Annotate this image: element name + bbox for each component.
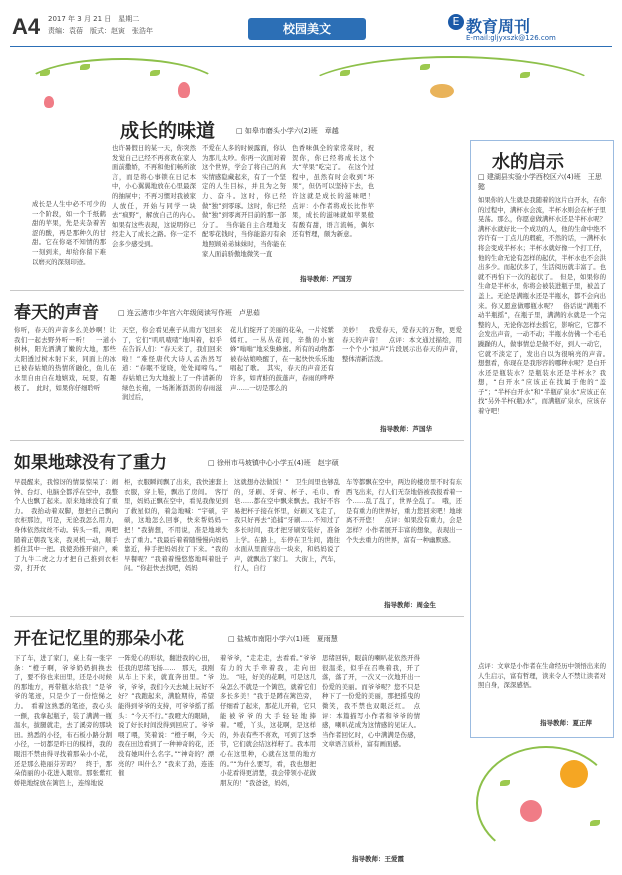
article-title: 水的启示	[492, 152, 564, 172]
article-column: 下了车，进了家门，桌上有一张字条：“橙子啊，爷爷奶奶捐换去了，要不你也来田里，还是小时候的那地方，再带瓶水给我！”是爷爷的笔迹，只是少了一份恺悌之力。 看着这熟悉的笔迹，我心头一颤，我拿起瓶子，装了满满一瓶温水，拔腿就走，去了溪旁的那块田。熟悉的小径，布石板小路分割小径，一切都是昨日的模样，我的眼泪不禁由得寻找着那朵小小花，还是那么艳丽芬芳吗？ 终于，那朵俏丽的小花进入眼帘。那张紫红娇艳地绽放在篱笆上，连绵地说	[14, 654, 112, 787]
page-number: A4	[12, 14, 41, 39]
section-divider	[10, 616, 464, 617]
article-column: 这就想办法做饭！” 卫生间里也够乱的，牙刷、牙膏、杯子、毛巾、香皂……都在空中飘来飘去。我好不容易把杯子接在怀里，好刷又飞走了，我只好再去“追捕”牙刷……不知过了多长时间，我才把牙刷安装好，准备上学。在路上，车停在卫生间，跑往水面从里面穿出一块来，和妈妈说了声，就飘出了家门。 大街上，汽车，行人，自行	[234, 478, 340, 573]
article-column: 不爱在人多的时候露面，你认为那儿太吵。你再一次面对着这个世界，学会了将自己的真实情感隐藏起来，有了一个坚定的人生目标，并且为之努力、奋斗。这时，你已经做“独”到零琢。这时，你已经做“独”到零离开目前的那一部分了。 当你能自主合理地支配零花钱时，当你能游刃有余地照顾弟弟妹妹时，当你能在家人面前骄傲地微笑一直	[202, 144, 286, 258]
editor-credits: 责编：袁蓓 版式：赵寅 张浩年	[48, 27, 153, 35]
leaf-icon	[590, 820, 600, 826]
column-title: 校园美文	[248, 18, 366, 40]
instructor-credit: 指导教师：严国芳	[300, 275, 352, 283]
brand-logo-icon: E	[448, 14, 464, 30]
flower-icon	[178, 82, 190, 98]
leaf-icon	[40, 70, 50, 76]
article-column: 早晨醒来，我惊讶的情景惊呆了：闹钟、台灯、电脑全都浮在空中，我整个人也飘了起来。原来地球没有了重力。 我抬动着双脚，想把自己飘向衣柜那边，可是，无论我怎么用力，身体依然纹丝不动。转头一看，两吧随着正朝我飞来，我灵机一动，顺手抓住其中一把。我使劲推开窗户，乘了九牛二虎之力才把自己推到衣柜旁，打开衣	[14, 478, 118, 573]
flower-icon	[560, 760, 588, 788]
vine-decoration	[20, 58, 224, 122]
article-title: 春天的声音	[14, 303, 99, 322]
article-column: 着爷爷，“走走走，去看看。”爷爷有力的大手牵着我，走向田边。 “哇，好美的花啊，可是这几朵怎么不就是一个篱笆，就着它们多长多美！”我于是蹲在篱笆旁，仔细看了起来，那花儿开着，它只能被爷爷的大手轻轻地捧着。“嗳，丫头，这花啊，是这样的，外表有些不喜欢，可到了这季节，它们就会结这样籽了。我本用心在这里种，心就在这里的地方的。”“为什么要写，看，我也想把小花看得更清楚，我会带领小花做朋友的！”我爸爸，妈妈，	[220, 654, 316, 787]
article-byline: □ 连云港市少年宫六年级阅读写作班 卢思茹	[118, 309, 260, 317]
instructor-credit: 指导教师：王爱霞	[352, 855, 404, 863]
article-byline: □ 建湖县实验小学西校区六(4)班 王思懿	[478, 173, 602, 191]
article-title: 成长的味道	[120, 121, 216, 142]
article-column: 柜，衣服瞬间飘了出来，我快速套上衣服，穿上鞋，飘出了房间。 客厅里，妈妈正飘在空中，看见我像见到了救星似的，着急地喊：“宇硕，宇硕，这地怎么回事，快来帮妈妈一把！”我猜想，不用说，准是地球失去了重力。”我最后着着随慢慢向妈妈靠近，伸手把妈妈拉了下来。“我的早餐呢？”我着着慢悠悠地叫着肚子问。“你赶快去找吧，妈妈	[124, 478, 228, 573]
leaf-icon	[80, 64, 90, 70]
vine-decoration	[476, 746, 616, 860]
article-byline: □ 如皋市磨头小学六(2)班 章越	[236, 127, 339, 135]
section-divider	[10, 440, 464, 441]
article-title: 如果地球没有了重力	[14, 453, 167, 472]
section-divider	[10, 290, 464, 291]
instructor-credit: 指导教师：周金生	[384, 601, 436, 609]
flower-icon	[44, 96, 54, 108]
leaf-icon	[500, 780, 510, 786]
leaf-icon	[150, 70, 160, 76]
instructor-credit: 指导教师：芦国华	[380, 425, 432, 433]
article-column: 花儿们绽开了美丽的花朵，一片姹紫嫣红。一丛丛花间，辛勤的小蜜蜂“嗡嗡”地采集蜂蜜。所有的动物都被春姑娘唤醒了，在一起快快乐乐地唱起了歌。 其实，春天的声音还有许多，如青蛙的鼓蓬声，春雨的哗哗声……一切是那么的	[230, 326, 334, 392]
article-column: 一阵爱心的形状，翻进我的心田，任我的思绪飞扬…… 那天，我刚从车上下来，就直奔田里。“爷爷，爷爷，我们今天去城上玩好不好？”我跑起来，满脸期待，希望能得到爷爷的支持，可爷爷摇了摇头：“今天不行。”我瞪大的眼睛，说了好长时间没得到回应了。爷爷喂了喂，笑着说：“橙子啊，今天我在田边看到了一种神奇的花，还没有她叫什么名字。”“神奇的？漂亮的？叫什么？”我来了劲，连连催	[118, 654, 214, 778]
brand-title: 教育周刊	[466, 17, 531, 36]
article-column: 色香味俱全的家常菜时，祝贺你，你已经将成长这个大“苹果”吃完了。 在这个过程中，虽然有时会收到“坏果”，但仍可以坚持下去，也许这就是成长的滋味吧！ 点评：小作者将成长比作苹果，成长的滋味就如苹果般有酸有甜，语言流畅，偶尔还有哲理，颇为新意。	[292, 144, 381, 239]
article-byline: □ 盐城市南阳小学六(1)班 夏雨慧	[228, 635, 338, 643]
instructor-credit: 指导教师：夏正萍	[540, 719, 592, 727]
article-body: 如果你的人生就是我随着的这片白开水，在你的过程中，满杯水会流，半杯水则会在杯子里晃荡。那么，你愿意做满杯水还是半杯水呢？ 满杯水就好比一个成功的人，他的生命中绝不容许有一丁点儿的瑕疵，不然的话，一满杯水将会变成半杯水；半杯水就好像一个打工仔，他的生命无论有怎样的起伏，半杯水也不会洪出多少。而起伏多了，生活阅历就丰富了。也就不再怕下一次的起伏了。 但是，如果你的生命是半杯水，你将会被装进瓶子里，被盖了盖上。无论是满瓶水还是半瓶水，都不会向出来。你又愿意做哪瓶水呢？ 俗话说“满瓶不动半瓶摇”，在瓶子里，满满的水就是一个完整的人，无论你怎样去摇它，影响它，它都不会发出声音，一动不动；半瓶水仿佛一个毛毛躁躁的人，做事情总是做不好，到人一动它，它就不淡定了，发出自以为很响亮的声音。 想想看，你现在是我形容的哪种水呢？是白开水还是瓶装水？是瓶装水还是半杯水？我想，“白开水”应该正在找属于他的“盖子”；“半杯白开水”和“半瓶矿泉水”应该正在找“另外半杯(瓶)水”，而满瓶矿泉水，应该存着守吧！	[478, 196, 613, 416]
issue-date: 2017 年 3 月 21 日 星期二	[48, 15, 140, 23]
article-intro: 成长是人生中必不可少的一个阶段，如一个千纸鹤甜的苹果，先是夹杂着苦涩的酸，再是那种久的甘甜。它在你毫不知情的那一刻到来，却给你留下难以磨灭的深刻印迹。	[32, 200, 106, 266]
flower-icon	[520, 800, 542, 822]
article-column: 思绪回转，眼前的喇叭花依然开得很温柔，似乎在召唤着我，开了落，落了开，一次又一次地开出一份爱的美丽。而爷爷呢？您不只是种下了一份爱的美丽，那把摇曳的微笑，我不禁也双眼泛红。 点评：本篇描写小作者和爷爷的情感，喇叭花成为这情感的见证人。当作者回忆时，心中满满是伤感，文章语言质朴，富有画面感。	[322, 654, 420, 749]
article-column: 也许暑假日的某一天，你突然发觉自己已经不再喜欢在家人面前撒娇，不再和他们畅所欲言，而是将心事锁在日记本中，小心翼翼地放在心里最深的抽屉中；不再习惯对我被家人放任，开始与同学一块去“疯野”，解放自己的内心。 如果有这些表现，这说明你已经走入了成长之路。你一定不会多少感受到。	[112, 144, 203, 248]
article-column: 天空，你会看见燕子从南方飞回来了，它们“叽叽喳喳”地叫着，似乎在告诉人们：“春天来了，我们回来啦！”难怪唐代大诗人孟浩然写道：“春眠不觉晓，处处闻啼鸟。” 春姑娘已为大地披上了一件清新的绿色长袍，一场淅淅沥沥的春雨滋润过后，	[122, 326, 229, 402]
leaf-icon	[340, 70, 350, 76]
page-header	[0, 0, 622, 50]
leaf-icon	[520, 72, 530, 78]
leaf-icon	[420, 64, 430, 70]
article-title: 开在记忆里的那朵小花	[14, 629, 184, 648]
article-comment: 点评：文章是小作者在生命经历中领悟出来的人生启示，富有哲理，读来令人不禁让读者对照自身，深深感悟。	[478, 662, 606, 690]
article-column: 美妙！ 我爱春天，爱春天的万物，更爱春天的声音！ 点评：本文通过描绘，用一个个小“拟声”片段展示出春天的声音，整体清新活泼。	[342, 326, 462, 363]
article-column: 车等都飘在空中，两边的楼房里不时有东西飞出来，行人们无奈地俗被我报看着一个……乱了乱了，世界全乱了。 哦，还是有重力的世界好，重力您回来吧！地球离不开您！ 点评：如果没有重力，会是怎样？小作者展开丰富的想象，表现出一个失去重力的世界，富有一种幽默感。	[346, 478, 462, 544]
bird-icon	[430, 84, 454, 98]
header-rule	[10, 46, 612, 47]
article-byline: □ 徐州市马坡镇中心小学五(4)班 赵宇硕	[208, 459, 339, 467]
contact-email: E-mail:gljyxszk@126.com	[466, 34, 556, 42]
article-column: 你听，春天的声音多么美妙啊！让我们一起去野外听一听！ 一道小树林，阳光洒满了嫩的大地，那些太阳透过树木射下来，同面上的冰已被春姑娘的热情所融化，鱼儿在水里自由自在地嬉戏，玩耍，有趣极了。 此时，如果你仔细聆听	[14, 326, 116, 392]
